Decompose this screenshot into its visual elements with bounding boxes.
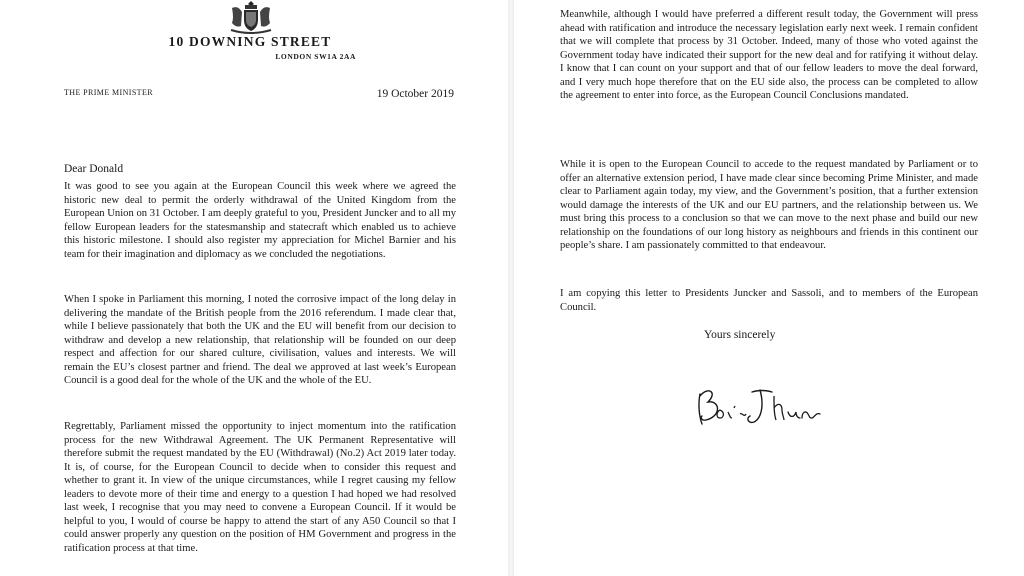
paragraph-1: It was good to see you again at the European Council this week where we agreed the historic new deal to permit the orderly withdrawal of the United Kingdom from the European Union on 31 October. I am deeply grateful to you, President Juncker and to all my fellow European leaders for the statesmanship and statecraft which enabled us to achieve this historic milestone. I should also register my appreciation for Michel Barnier and his team for their imagination and diplomacy as we concluded the negotiations. bbox=[64, 181, 456, 260]
paragraph-3: Regrettably, Parliament missed the opportunity to inject momentum into the ratification process for the new Withdrawal Agreement. The UK Permanent Representative will therefore submit the request mandated by the EU (Withdrawal) (No.2) Act 2019 later today. It is, of course, for the European Council to decide when to consider this request and whether to grant it. In view of the unique circumstances, while I regret causing my fellow leaders to devote more of their time and energy to a question I had hoped we had resolved last week, I recognise that you may need to convene a European Council. If it would be helpful to you, I would of course be happy to attend the start of any A50 Council so that I could answer properly any question on the position of HM Government and progress in the ratification process at that time. bbox=[64, 421, 456, 554]
paragraph-4: Meanwhile, although I would have preferred a different result today, the Government will press ahead with ratification and introduce the necessary legislation early next week. I remain confident that we will complete that process by 31 October. Indeed, many of those who voted against the Government today have indicated their support for the new deal and for ratifying it without delay. I know that I can count on your support and that of our fellow leaders to move the deal forward, and I very much hope therefore that on the EU side also, the process can be completed to allow the agreement to enter into force, as the European Council Conclusions mandated. bbox=[560, 9, 978, 101]
closing-text: Yours sincerely bbox=[704, 329, 776, 341]
letterhead-postcode: LONDON SW1A 2AA bbox=[275, 52, 356, 61]
paragraph-2: When I spoke in Parliament this morning, I noted the corrosive impact of the long delay in delivering the mandate of the British people from the 2016 referendum. I made clear that, while I believe passionately that both the UK and the EU will benefit from our decision to withdraw and develop a new relationship, that relationship will be founded on our deep respect and affection for our shared culture, civilisation, values and interests. We will remain the EU’s closest partner and friend. The deal we approved at last week’s European Council is a good deal for the whole of the UK and the whole of the EU. bbox=[64, 294, 456, 386]
salutation: Dear Donald bbox=[64, 163, 124, 175]
letterhead-address: 10 DOWNING STREET bbox=[168, 34, 332, 49]
letter-page-1 bbox=[0, 0, 508, 576]
letter-date: 19 October 2019 bbox=[376, 88, 454, 100]
paragraph-5: While it is open to the European Council to accede to the request mandated by Parliament or to offer an alternative extension period, I have made clear since becoming Prime Minister, and made clear to Parliament again today, my view, and the Government’s position, that a further extension would damage the interests of the UK and our EU partners, and the relationship between us. We must bring this process to a conclusion so that we can move to the next phase and build our new relationship on the foundations of our long history as neighbours and friends in this continent our people’s share. I am passionately committed to that endeavour. bbox=[560, 159, 978, 251]
letter-page-2 bbox=[514, 0, 1024, 576]
handwritten-signature bbox=[694, 380, 824, 430]
paragraph-6: I am copying this letter to Presidents Juncker and Sassoli, and to members of the European Council. bbox=[560, 288, 978, 313]
sender-title: THE PRIME MINISTER bbox=[64, 88, 153, 97]
royal-coat-of-arms-icon bbox=[228, 0, 274, 34]
